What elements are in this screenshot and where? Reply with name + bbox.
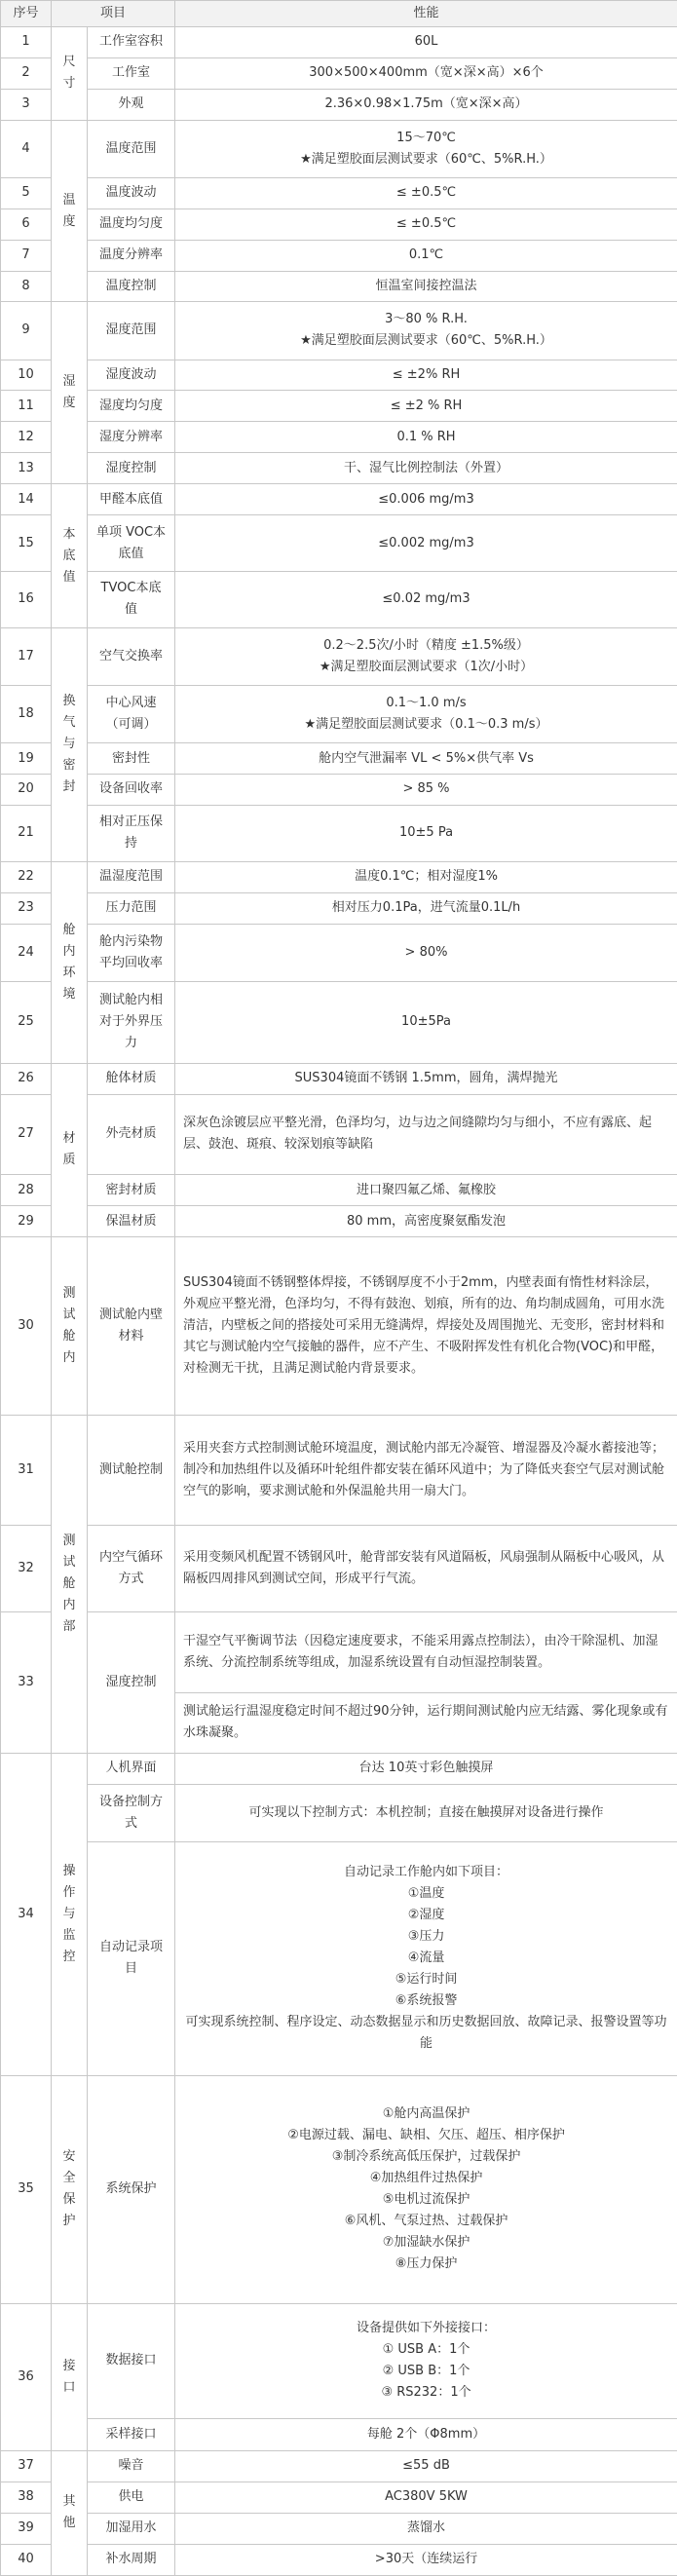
- row-number: 10: [1, 360, 52, 391]
- table-row: [1, 1094, 677, 1175]
- item-name: 空气交换率: [88, 627, 175, 685]
- group-label: 材质: [52, 1063, 88, 1236]
- table-row: [1, 892, 677, 924]
- spec-value: 台达 10英寸彩色触摸屏: [175, 1753, 677, 1784]
- table-row: [1, 89, 677, 120]
- row-number: 16: [1, 571, 52, 627]
- spec-value: 恒温室间接控温法: [175, 271, 677, 302]
- row-number: 5: [1, 177, 52, 208]
- item-name: 测试舱内相对于外界压力: [88, 981, 175, 1063]
- item-name: 测试舱内壁材料: [88, 1237, 175, 1416]
- list-item: ③制冷系统高低压保护，过载保护: [331, 2149, 521, 2165]
- item-name: 湿度分辨率: [88, 422, 175, 453]
- list-title: 设备提供如下外接接口：: [357, 2321, 497, 2336]
- list-item: ②湿度: [407, 1908, 445, 1923]
- spec-value: 2.36×0.98×1.75m（宽×深×高）: [175, 89, 677, 120]
- spec-value: 干湿空气平衡调节法（因稳定速度要求，不能采用露点控制法），由冷干除湿机、加湿系统、分流控制系统等组成，加湿系统设置有自动恒湿控制装置。: [175, 1612, 677, 1693]
- spec-value: ≤ ±0.5℃: [175, 208, 677, 240]
- row-number: 21: [1, 805, 52, 861]
- table-row: [1, 743, 677, 775]
- spec-value: >30天（连续运行: [175, 2544, 677, 2575]
- spec-value: 10±5Pa: [175, 981, 677, 1063]
- row-number: 7: [1, 240, 52, 271]
- row-number: 15: [1, 515, 52, 572]
- spec-value: 10±5 Pa: [175, 805, 677, 861]
- list-title: 自动记录工作舱内如下项目：: [344, 1865, 509, 1880]
- spec-value: > 85 %: [175, 775, 677, 806]
- group-label: 测试舱内部: [52, 1416, 88, 1753]
- row-number: 14: [1, 484, 52, 515]
- table-row: [1, 302, 677, 360]
- spec-value: 干、湿气比例控制法（外置）: [175, 453, 677, 484]
- list-item: ③压力: [407, 1929, 445, 1945]
- list-item: ⑧压力保护: [395, 2256, 458, 2272]
- table-row: [1, 2450, 677, 2481]
- list-item: ④流量: [407, 1951, 445, 1966]
- row-number: 39: [1, 2513, 52, 2544]
- table-row: [1, 627, 677, 685]
- table-row: [1, 1841, 677, 2075]
- item-name: 测试舱控制: [88, 1416, 175, 1525]
- list-item: ⑥风机、气泵过热、过载保护: [344, 2214, 508, 2229]
- item-name: 压力范围: [88, 892, 175, 924]
- row-number: 4: [1, 120, 52, 177]
- row-number: 32: [1, 1525, 52, 1612]
- row-number: 30: [1, 1237, 52, 1416]
- item-name: 自动记录项目: [88, 1841, 175, 2075]
- item-name: 外壳材质: [88, 1094, 175, 1175]
- group-label: 换气与密封: [52, 627, 88, 861]
- item-name: 中心风速（可调）: [88, 686, 175, 743]
- table-row: [1, 1237, 677, 1416]
- item-name: TVOC本底值: [88, 571, 175, 627]
- list-footer: 可实现系统控制、程序设定、动态数据显示和历史数据回放、故障记录、报警设置等功能: [185, 2015, 667, 2052]
- row-number: 9: [1, 302, 52, 360]
- spec-note: ★满足塑胶面层测试要求（1次/小时）: [319, 659, 534, 674]
- spec-value: 0.1℃: [175, 240, 677, 271]
- table-row: [1, 1416, 677, 1525]
- item-name: 工作室: [88, 57, 175, 89]
- item-name: 湿度控制: [88, 1612, 175, 1753]
- group-label: 其他: [52, 2450, 88, 2575]
- spec-value: 深灰色涂镀层应平整光滑，色泽均匀，边与边之间缝隙均匀与细小，不应有露底、起层、鼓泡、斑痕、较深划痕等缺陷: [175, 1094, 677, 1175]
- spec-value: 蒸馏水: [175, 2513, 677, 2544]
- table-row: [1, 924, 677, 981]
- row-number: 26: [1, 1063, 52, 1094]
- table-row: [1, 2481, 677, 2513]
- item-name: 相对正压保持: [88, 805, 175, 861]
- row-number: 38: [1, 2481, 52, 2513]
- table-row: [1, 391, 677, 422]
- table-row: [1, 686, 677, 743]
- row-number: 33: [1, 1612, 52, 1753]
- spec-value: 可实现以下控制方式：本机控制；直接在触摸屏对设备进行操作: [175, 1784, 677, 1841]
- spec-value: 60L: [175, 27, 677, 58]
- group-label: 测试舱内: [52, 1237, 88, 1416]
- header-row: [1, 1, 677, 27]
- table-row: [1, 515, 677, 572]
- spec-value: ≤ ±2% RH: [175, 360, 677, 391]
- spec-value: [175, 120, 677, 177]
- spec-value: 进口聚四氟乙烯、氟橡胶: [175, 1175, 677, 1206]
- item-name: 湿度波动: [88, 360, 175, 391]
- row-number: 23: [1, 892, 52, 924]
- item-name: 湿度均匀度: [88, 391, 175, 422]
- spec-note: ★满足塑胶面层测试要求（60℃、5%R.H.）: [300, 151, 552, 167]
- row-number: 40: [1, 2544, 52, 2575]
- group-label: 温度: [52, 120, 88, 302]
- item-name: 温湿度范围: [88, 861, 175, 892]
- list-item: ④加热组件过热保护: [369, 2171, 483, 2186]
- item-name: 湿度范围: [88, 302, 175, 360]
- list-item: ② USB B：1个: [382, 2364, 470, 2379]
- table-row: [1, 2418, 677, 2450]
- row-number: 8: [1, 271, 52, 302]
- group-label: 安全保护: [52, 2075, 88, 2303]
- table-row: [1, 240, 677, 271]
- header-spec: 性能: [175, 1, 677, 27]
- item-name: 补水周期: [88, 2544, 175, 2575]
- table-row: [1, 1063, 677, 1094]
- table-row: [1, 1612, 677, 1693]
- row-number: 6: [1, 208, 52, 240]
- group-label: 湿度: [52, 302, 88, 484]
- item-name: 外观: [88, 89, 175, 120]
- row-number: 1: [1, 27, 52, 58]
- spec-note: ★满足塑胶面层测试要求（60℃、5%R.H.）: [300, 333, 552, 349]
- table-row: [1, 805, 677, 861]
- table-row: [1, 422, 677, 453]
- table-row: [1, 1175, 677, 1206]
- spec-value: 温度0.1℃；相对湿度1%: [175, 861, 677, 892]
- spec-value: ≤0.002 mg/m3: [175, 515, 677, 572]
- table-row: [1, 271, 677, 302]
- row-number: 34: [1, 1753, 52, 2075]
- item-name: 舱内污染物平均回收率: [88, 924, 175, 981]
- item-name: 温度分辨率: [88, 240, 175, 271]
- item-name: 温度均匀度: [88, 208, 175, 240]
- spec-value: SUS304镜面不锈钢整体焊接，不锈钢厚度不小于2mm，内壁表面有惰性材料涂层，外观应平整光滑，色泽均匀，不得有鼓泡、划痕，所有的边、角均制成圆角，可用水洗清洁，内壁板之间的搭接处可采用无缝满焊，焊接处及周围抛光、无变形，密封材料和其它与测试舱内空气接触的器件，应不产生、不吸附挥发性有机化合物(VOC)和甲醛，对检测无干扰，且满足测试舱内背景要求。: [175, 1237, 677, 1416]
- table-row: [1, 2075, 677, 2303]
- table-row: [1, 360, 677, 391]
- table-row: [1, 27, 677, 58]
- row-number: 31: [1, 1416, 52, 1525]
- item-name: 单项 VOC本底值: [88, 515, 175, 572]
- spec-value: ≤55 dB: [175, 2450, 677, 2481]
- spec-value: 舱内空气泄漏率 VL < 5%×供气率 Vs: [175, 743, 677, 775]
- row-number: 37: [1, 2450, 52, 2481]
- row-number: 12: [1, 422, 52, 453]
- item-name: 供电: [88, 2481, 175, 2513]
- row-number: 17: [1, 627, 52, 685]
- table-row: [1, 120, 677, 177]
- item-name: 温度波动: [88, 177, 175, 208]
- spec-value: [175, 1841, 677, 2075]
- item-name: 湿度控制: [88, 453, 175, 484]
- spec-value: 采用变频风机配置不锈钢风叶，舱背部安装有风道隔板，风扇强制从隔板中心吸风，从隔板四周排风到测试空间，形成平行气流。: [175, 1525, 677, 1612]
- spec-note: ★满足塑胶面层测试要求（0.1～0.3 m/s）: [304, 717, 548, 733]
- group-label: 操作与监控: [52, 1753, 88, 2075]
- row-number: 13: [1, 453, 52, 484]
- spec-value: 300×500×400mm（宽×深×高）×6个: [175, 57, 677, 89]
- spec-line: 0.1～1.0 m/s: [386, 696, 467, 711]
- spec-value: [175, 2075, 677, 2303]
- list-item: ③ RS232：1个: [381, 2385, 471, 2401]
- table-row: [1, 1525, 677, 1612]
- spec-line: 0.2～2.5次/小时（精度 ±1.5%级）: [323, 637, 529, 653]
- list-item: ①温度: [407, 1886, 445, 1902]
- table-row: [1, 2303, 677, 2418]
- item-name: 系统保护: [88, 2075, 175, 2303]
- spec-value: ≤ ±0.5℃: [175, 177, 677, 208]
- group-label: 尺寸: [52, 27, 88, 121]
- spec-value: ≤0.02 mg/m3: [175, 571, 677, 627]
- spec-line: 3～80 % R.H.: [385, 312, 468, 327]
- header-item: 项目: [52, 1, 175, 27]
- table-row: [1, 571, 677, 627]
- item-name: 内空气循环方式: [88, 1525, 175, 1612]
- spec-value: ≤0.006 mg/m3: [175, 484, 677, 515]
- spec-value: [175, 686, 677, 743]
- item-name: 温度范围: [88, 120, 175, 177]
- table-row: [1, 57, 677, 89]
- item-name: 设备回收率: [88, 775, 175, 806]
- row-number: 3: [1, 89, 52, 120]
- table-row: [1, 981, 677, 1063]
- table-row: [1, 453, 677, 484]
- list-item: ⑦加湿缺水保护: [382, 2235, 470, 2251]
- spec-note: 测试舱运行温湿度稳定时间不超过90分钟，运行期间测试舱内应无结露、雾化现象或有水珠凝聚。: [175, 1693, 677, 1753]
- header-no: 序号: [1, 1, 52, 27]
- item-name: 噪音: [88, 2450, 175, 2481]
- item-name: 甲醛本底值: [88, 484, 175, 515]
- list-item: ⑤电机过流保护: [382, 2192, 470, 2208]
- table-row: [1, 861, 677, 892]
- spec-value: 80 mm，高密度聚氨酯发泡: [175, 1206, 677, 1237]
- row-number: 27: [1, 1094, 52, 1175]
- list-item: ②电源过载、漏电、缺相、欠压、超压、相序保护: [287, 2128, 565, 2143]
- row-number: 24: [1, 924, 52, 981]
- table-row: [1, 1206, 677, 1237]
- spec-value: 采用夹套方式控制测试舱环境温度，测试舱内部无冷凝管、增湿器及冷凝水蓄接池等；制冷和加热组件以及循环叶轮组件都安装在循环风道中；为了降低夹套空气层对测试舱空气的影响，要求测试舱和外保温舱共用一扇大门。: [175, 1416, 677, 1525]
- row-number: 28: [1, 1175, 52, 1206]
- list-item: ⑥系统报警: [395, 1993, 458, 2009]
- row-number: 29: [1, 1206, 52, 1237]
- spec-value: SUS304镜面不锈钢 1.5mm，圆角，满焊抛光: [175, 1063, 677, 1094]
- row-number: 19: [1, 743, 52, 775]
- list-item: ⑤运行时间: [395, 1972, 458, 1988]
- group-label: 本底值: [52, 484, 88, 628]
- table-row: [1, 1784, 677, 1841]
- list-item: ① USB A：1个: [382, 2342, 470, 2358]
- list-item: ①舱内高温保护: [382, 2106, 470, 2122]
- table-row: [1, 484, 677, 515]
- spec-value: 每舱 2个（Φ8mm）: [175, 2418, 677, 2450]
- spec-value: ≤ ±2 % RH: [175, 391, 677, 422]
- item-name: 采样接口: [88, 2418, 175, 2450]
- item-name: 数据接口: [88, 2303, 175, 2418]
- spec-value: [175, 627, 677, 685]
- group-label: 舱内环境: [52, 861, 88, 1063]
- row-number: 20: [1, 775, 52, 806]
- row-number: 22: [1, 861, 52, 892]
- table-row: [1, 775, 677, 806]
- item-name: 舱体材质: [88, 1063, 175, 1094]
- table-row: [1, 2544, 677, 2575]
- item-name: 设备控制方式: [88, 1784, 175, 1841]
- row-number: 25: [1, 981, 52, 1063]
- item-name: 密封性: [88, 743, 175, 775]
- group-label: 接口: [52, 2303, 88, 2450]
- item-name: 密封材质: [88, 1175, 175, 1206]
- row-number: 35: [1, 2075, 52, 2303]
- item-name: 加湿用水: [88, 2513, 175, 2544]
- item-name: 保温材质: [88, 1206, 175, 1237]
- spec-value: AC380V 5KW: [175, 2481, 677, 2513]
- spec-line: 15～70℃: [396, 130, 456, 145]
- spec-value: > 80%: [175, 924, 677, 981]
- table-row: [1, 2513, 677, 2544]
- row-number: 18: [1, 686, 52, 743]
- spec-value: [175, 302, 677, 360]
- spec-value: 0.1 % RH: [175, 422, 677, 453]
- spec-value: [175, 2303, 677, 2418]
- row-number: 36: [1, 2303, 52, 2450]
- row-number: 11: [1, 391, 52, 422]
- table-row: [1, 177, 677, 208]
- item-name: 温度控制: [88, 271, 175, 302]
- spec-value: 相对压力0.1Pa，进气流量0.1L/h: [175, 892, 677, 924]
- item-name: 人机界面: [88, 1753, 175, 1784]
- row-number: 2: [1, 57, 52, 89]
- item-name: 工作室容积: [88, 27, 175, 58]
- table-row: [1, 208, 677, 240]
- table-row: [1, 1753, 677, 1784]
